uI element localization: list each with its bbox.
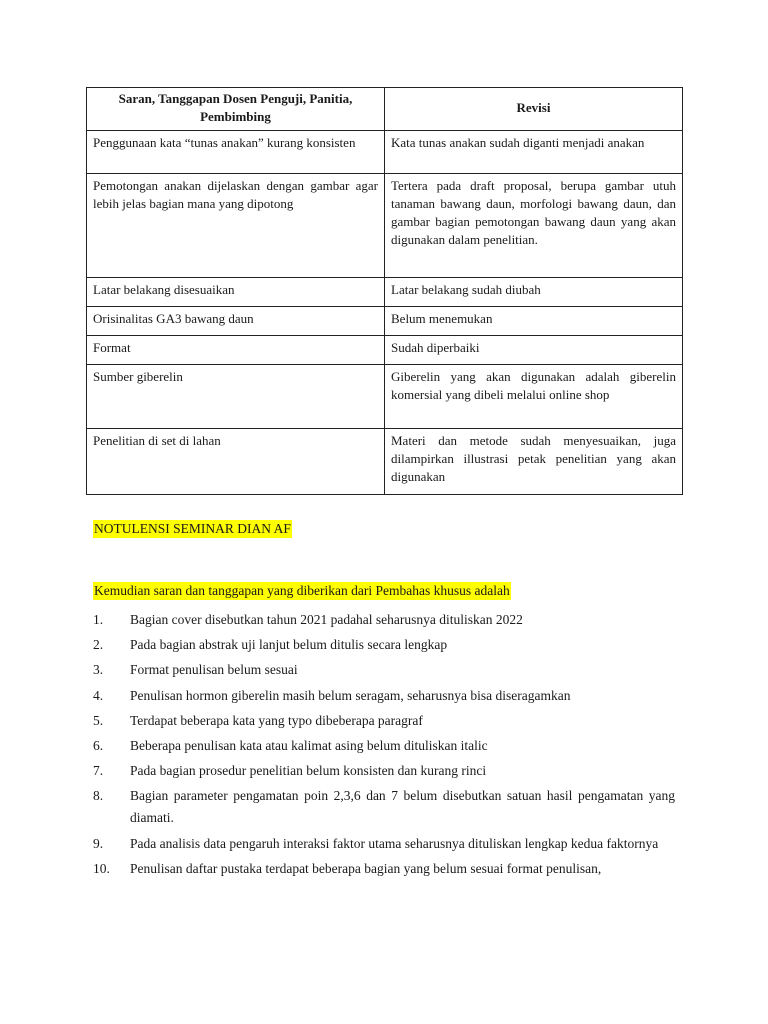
- comment-list: [93, 609, 675, 883]
- list-item: [93, 760, 675, 782]
- list-item: [93, 735, 675, 757]
- list-item-text: Bagian cover disebutkan tahun 2021 padahal seharusnya dituliskan 2022: [130, 612, 523, 627]
- table-row: [87, 278, 683, 307]
- cell-saran: Format: [87, 336, 385, 365]
- list-item-text: Pada bagian prosedur penelitian belum konsisten dan kurang rinci: [130, 763, 487, 779]
- list-item: [93, 685, 675, 707]
- table-header-row: [87, 88, 683, 131]
- list-number: 7.: [93, 763, 104, 779]
- cell-revisi: Belum menemukan: [385, 307, 683, 336]
- list-number: 6.: [93, 737, 104, 753]
- list-number: 8.: [93, 788, 104, 804]
- list-item: [93, 609, 675, 631]
- list-item-text: Beberapa penulisan kata atau kalimat asing belum dituliskan italic: [130, 737, 488, 753]
- cell-saran: Latar belakang disesuaikan: [87, 278, 385, 307]
- list-number: 10.: [93, 860, 110, 876]
- table-row: [87, 365, 683, 429]
- list-item-text: Penulisan hormon giberelin masih belum seragam, seharusnya bisa diseragamkan: [130, 687, 571, 703]
- intro-text: Kemudian saran dan tanggapan yang diberikan dari Pembahas khusus adalah: [94, 583, 510, 598]
- list-number: 4.: [93, 687, 104, 703]
- cell-revisi: Latar belakang sudah diubah: [385, 278, 683, 307]
- list-number: 1.: [93, 612, 104, 627]
- list-item-text: Pada bagian abstrak uji lanjut belum ditulis secara lengkap: [130, 637, 448, 653]
- list-number: 2.: [93, 637, 104, 653]
- list-item: [93, 858, 675, 880]
- cell-revisi: Giberelin yang akan digunakan adalah giberelin komersial yang dibeli melalui online shop: [385, 365, 683, 429]
- header-revisi: Revisi: [385, 88, 683, 131]
- notulensi-heading: NOTULENSI SEMINAR DIAN AF: [94, 521, 291, 536]
- table-row: [87, 336, 683, 365]
- cell-saran: Sumber giberelin: [87, 365, 385, 429]
- list-number: 9.: [93, 835, 104, 851]
- cell-revisi: Materi dan metode sudah menyesuaikan, juga dilampirkan illustrasi petak penelitian yang akan digunakan: [385, 429, 683, 495]
- table-row: [87, 131, 683, 174]
- list-item: [93, 710, 675, 732]
- cell-revisi: Sudah diperbaiki: [385, 336, 683, 365]
- cell-revisi: Tertera pada draft proposal, berupa gambar utuh tanaman bawang daun, morfologi bawang daun, dan gambar bagian pemotongan bawang daun yang akan digunakan dalam penelitian.: [385, 174, 683, 278]
- list-item-text: Format penulisan belum sesuai: [130, 662, 298, 678]
- header-saran: Saran, Tanggapan Dosen Penguji, Panitia, Pembimbing: [87, 88, 385, 131]
- list-item: [93, 785, 675, 829]
- table-row: [87, 307, 683, 336]
- cell-saran: Pemotongan anakan dijelaskan dengan gambar agar lebih jelas bagian mana yang dipotong: [87, 174, 385, 278]
- list-item-text: Terdapat beberapa kata yang typo dibeberapa paragraf: [130, 712, 423, 728]
- cell-saran: Penggunaan kata “tunas anakan” kurang konsisten: [87, 131, 385, 174]
- cell-saran: Penelitian di set di lahan: [87, 429, 385, 495]
- list-item: [93, 833, 675, 855]
- cell-revisi: Kata tunas anakan sudah diganti menjadi anakan: [385, 131, 683, 174]
- cell-saran: Orisinalitas GA3 bawang daun: [87, 307, 385, 336]
- list-item-text: Bagian parameter pengamatan poin 2,3,6 dan 7 belum disebutkan satuan hasil pengamatan yang diamati.: [130, 788, 675, 826]
- revision-table: [86, 87, 683, 495]
- list-number: 5.: [93, 712, 104, 728]
- table-row: [87, 174, 683, 278]
- list-number: 3.: [93, 662, 104, 678]
- list-item-text: Pada analisis data pengaruh interaksi faktor utama seharusnya dituliskan lengkap kedua faktornya: [130, 835, 659, 851]
- list-item: [93, 634, 675, 656]
- list-item-text: Penulisan daftar pustaka terdapat beberapa bagian yang belum sesuai format penulisan,: [130, 860, 602, 876]
- table-row: [87, 429, 683, 495]
- list-item: [93, 659, 675, 681]
